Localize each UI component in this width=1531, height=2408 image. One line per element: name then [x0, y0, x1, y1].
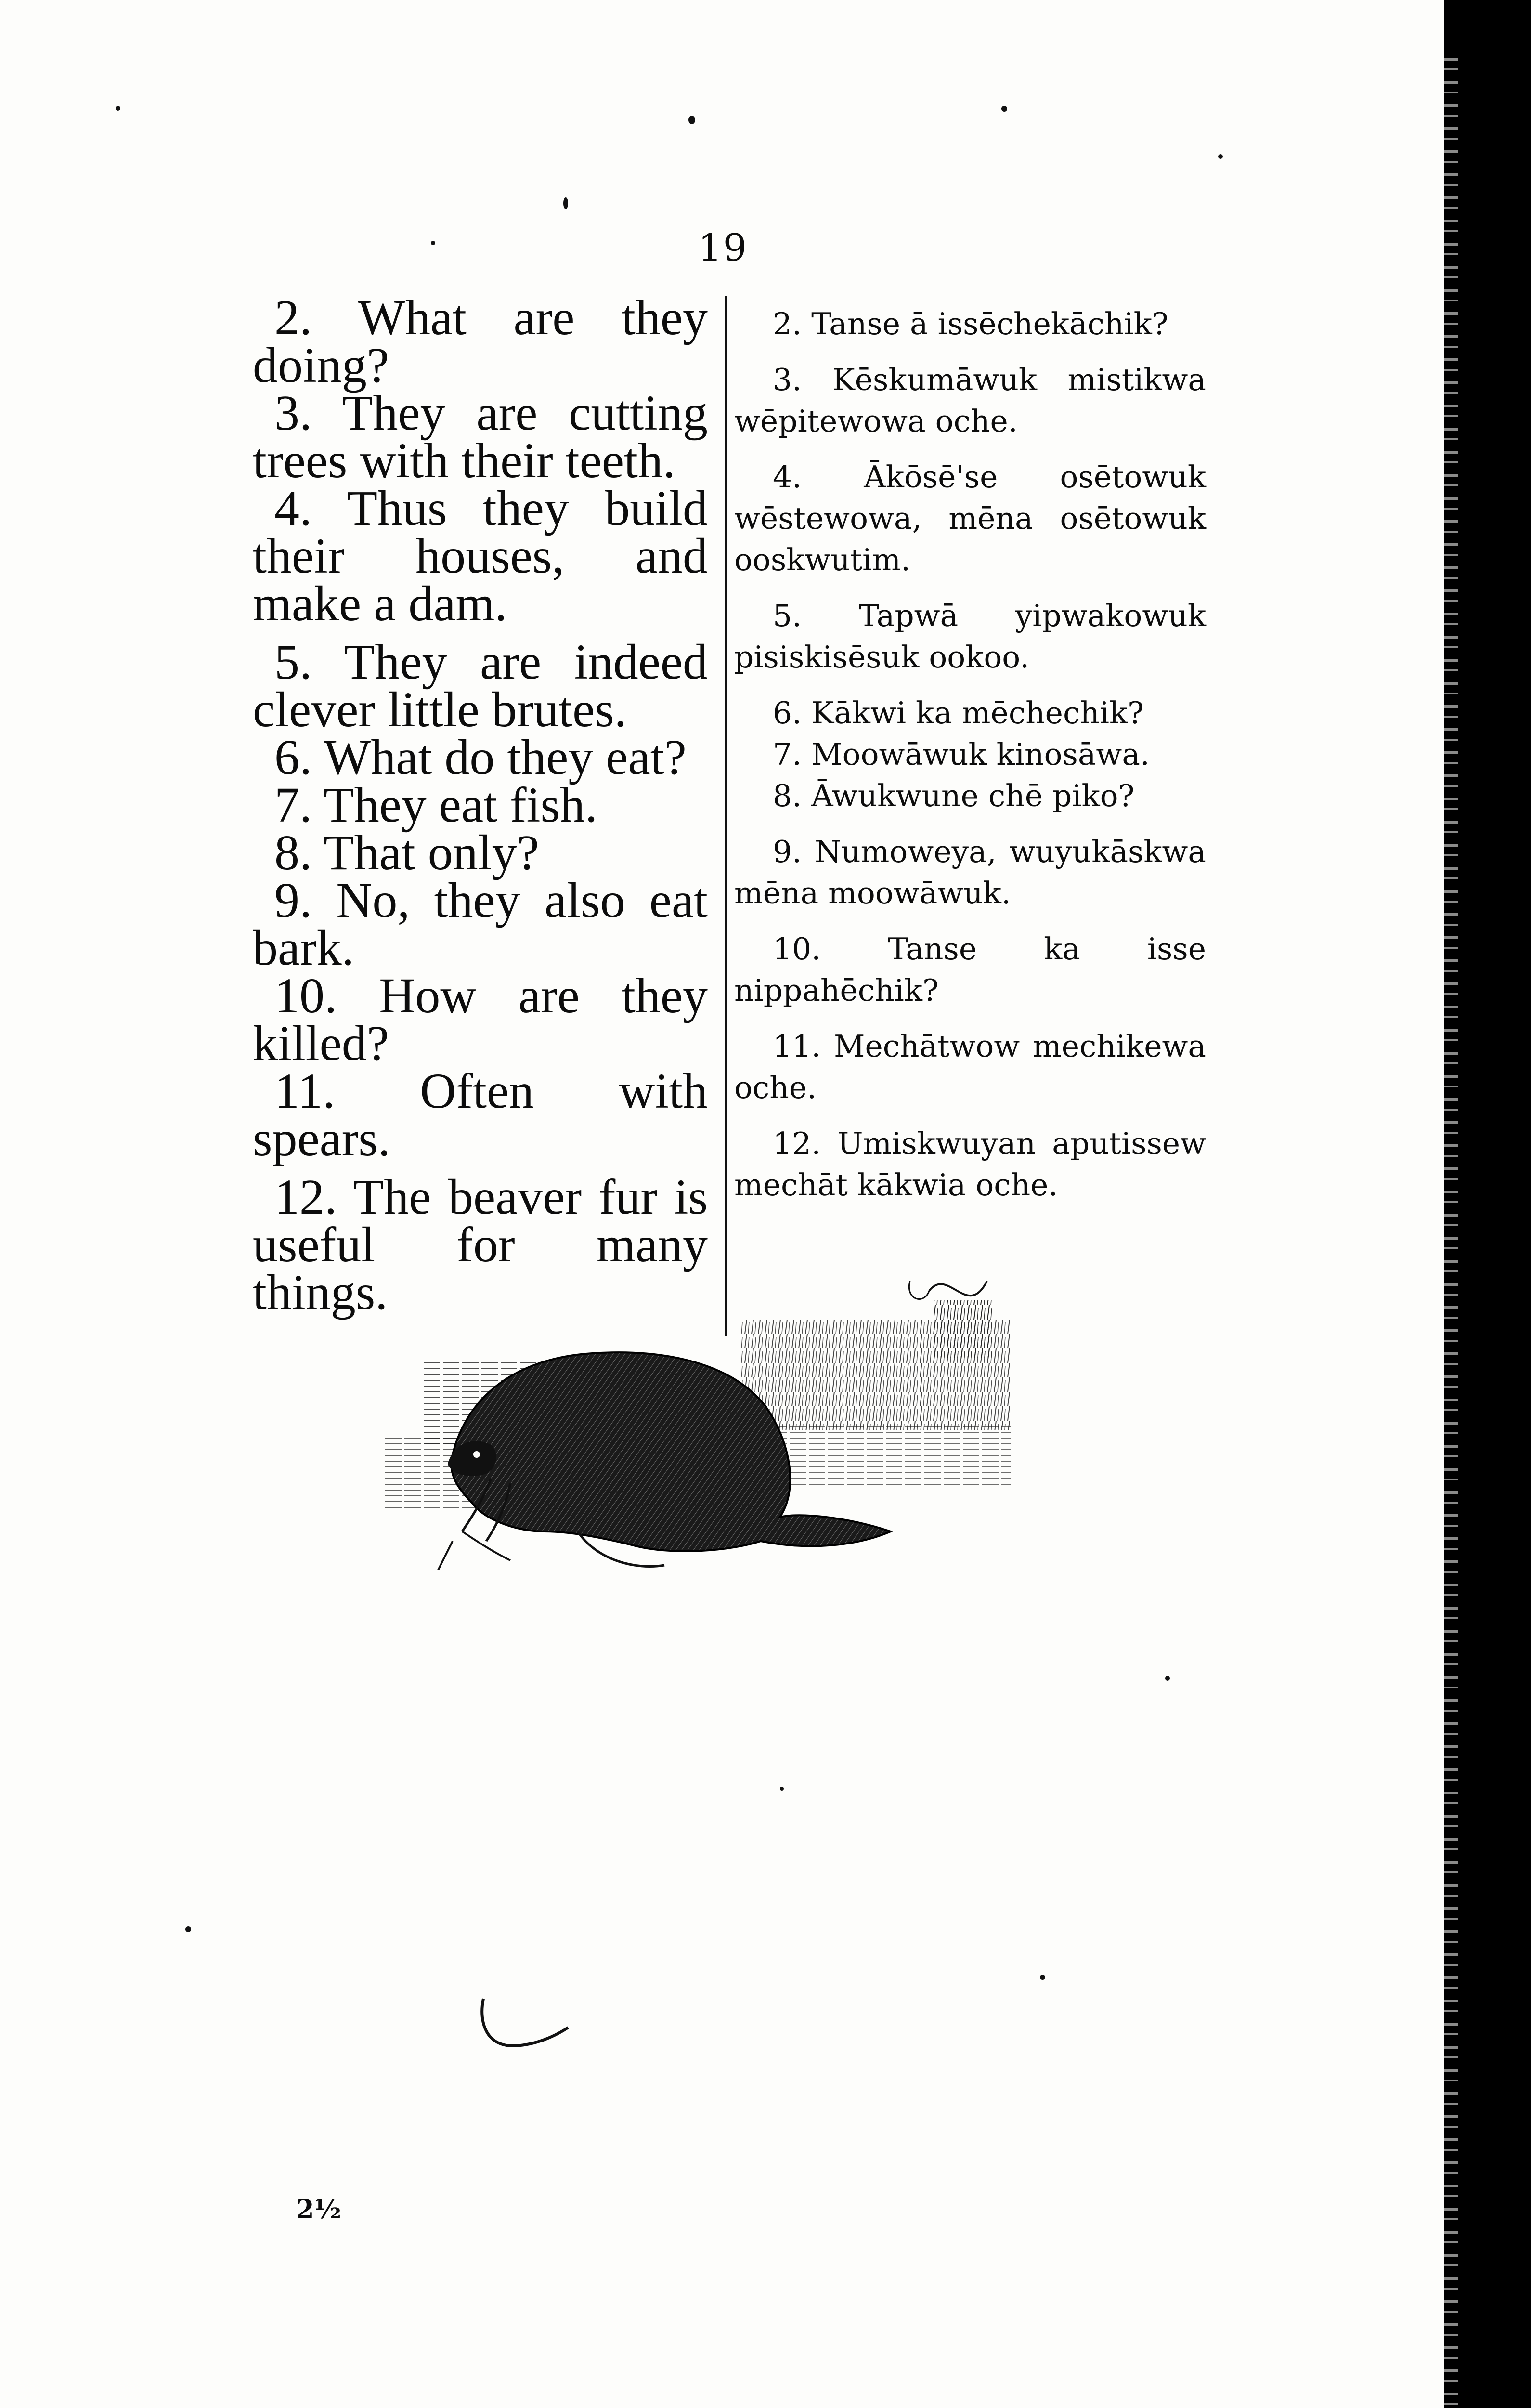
ink-speck: [780, 1787, 784, 1791]
ink-speck: [1040, 1975, 1045, 1980]
ink-speck: [1001, 106, 1007, 112]
signature-mark: 2½: [296, 2194, 341, 2225]
cree-line: 3. Kēskumāwuk mistikwa wēpitewowa oche.: [734, 362, 1206, 439]
cree-line: 6. Kākwi ka mēchechik?: [773, 695, 1144, 731]
cree-line: 9. Numoweya, wuyukāskwa mēna moowāwuk.: [734, 834, 1206, 911]
cree-line: 7. Moowāwuk kinosāwa.: [773, 737, 1150, 772]
cree-column: [734, 303, 1206, 1206]
cree-line: 5. Tapwā yipwakowuk pisiskisēsuk ookoo.: [734, 598, 1206, 675]
english-line: 7. They eat fish.: [274, 777, 598, 833]
column-divider: [725, 296, 727, 1336]
english-line: 8. That only?: [274, 825, 539, 880]
ink-speck: [1218, 154, 1223, 159]
english-line: 10. How are they killed?: [253, 968, 708, 1071]
english-line: 2. What are they doing?: [253, 290, 708, 393]
scan-border: [1444, 0, 1531, 2408]
english-column: [253, 290, 708, 1320]
english-line: 6. What do they eat?: [274, 730, 687, 785]
english-line: 4. Thus they build their houses, and make a dam.: [253, 481, 708, 631]
ink-speck: [116, 106, 120, 111]
cree-line: 4. Ākōsē'se osētowuk wēstewowa, mēna osētowuk ooskwutim.: [734, 459, 1206, 577]
pen-stroke-mark: [477, 1994, 573, 2052]
scan-edge-texture: [1444, 58, 1458, 2408]
english-line: 9. No, they also eat bark.: [253, 873, 708, 976]
cree-line: 12. Umiskwuyan aputissew mechāt kākwia oche.: [734, 1126, 1206, 1203]
english-line: 12. The beaver fur is useful for many things.: [253, 1169, 708, 1320]
ink-speck: [563, 197, 568, 209]
ink-speck: [688, 116, 695, 124]
ink-speck: [1165, 1676, 1170, 1681]
cree-line: 2. Tanse ā issēchekāchik?: [773, 306, 1168, 341]
beaver-engraving-icon: [366, 1262, 1088, 1657]
english-line: 5. They are indeed clever little brutes.: [253, 634, 708, 737]
ink-speck: [185, 1926, 191, 1932]
cree-line: 11. Mechātwow mechikewa oche.: [734, 1029, 1206, 1105]
page-number: 19: [698, 226, 748, 270]
english-line: 11. Often with spears.: [253, 1063, 708, 1166]
cree-line: 8. Āwukwune chē piko?: [773, 778, 1135, 813]
cree-line: 10. Tanse ka isse nippahēchik?: [734, 931, 1206, 1008]
ink-speck: [431, 241, 435, 245]
english-line: 3. They are cutting trees with their teeth.: [253, 385, 708, 488]
